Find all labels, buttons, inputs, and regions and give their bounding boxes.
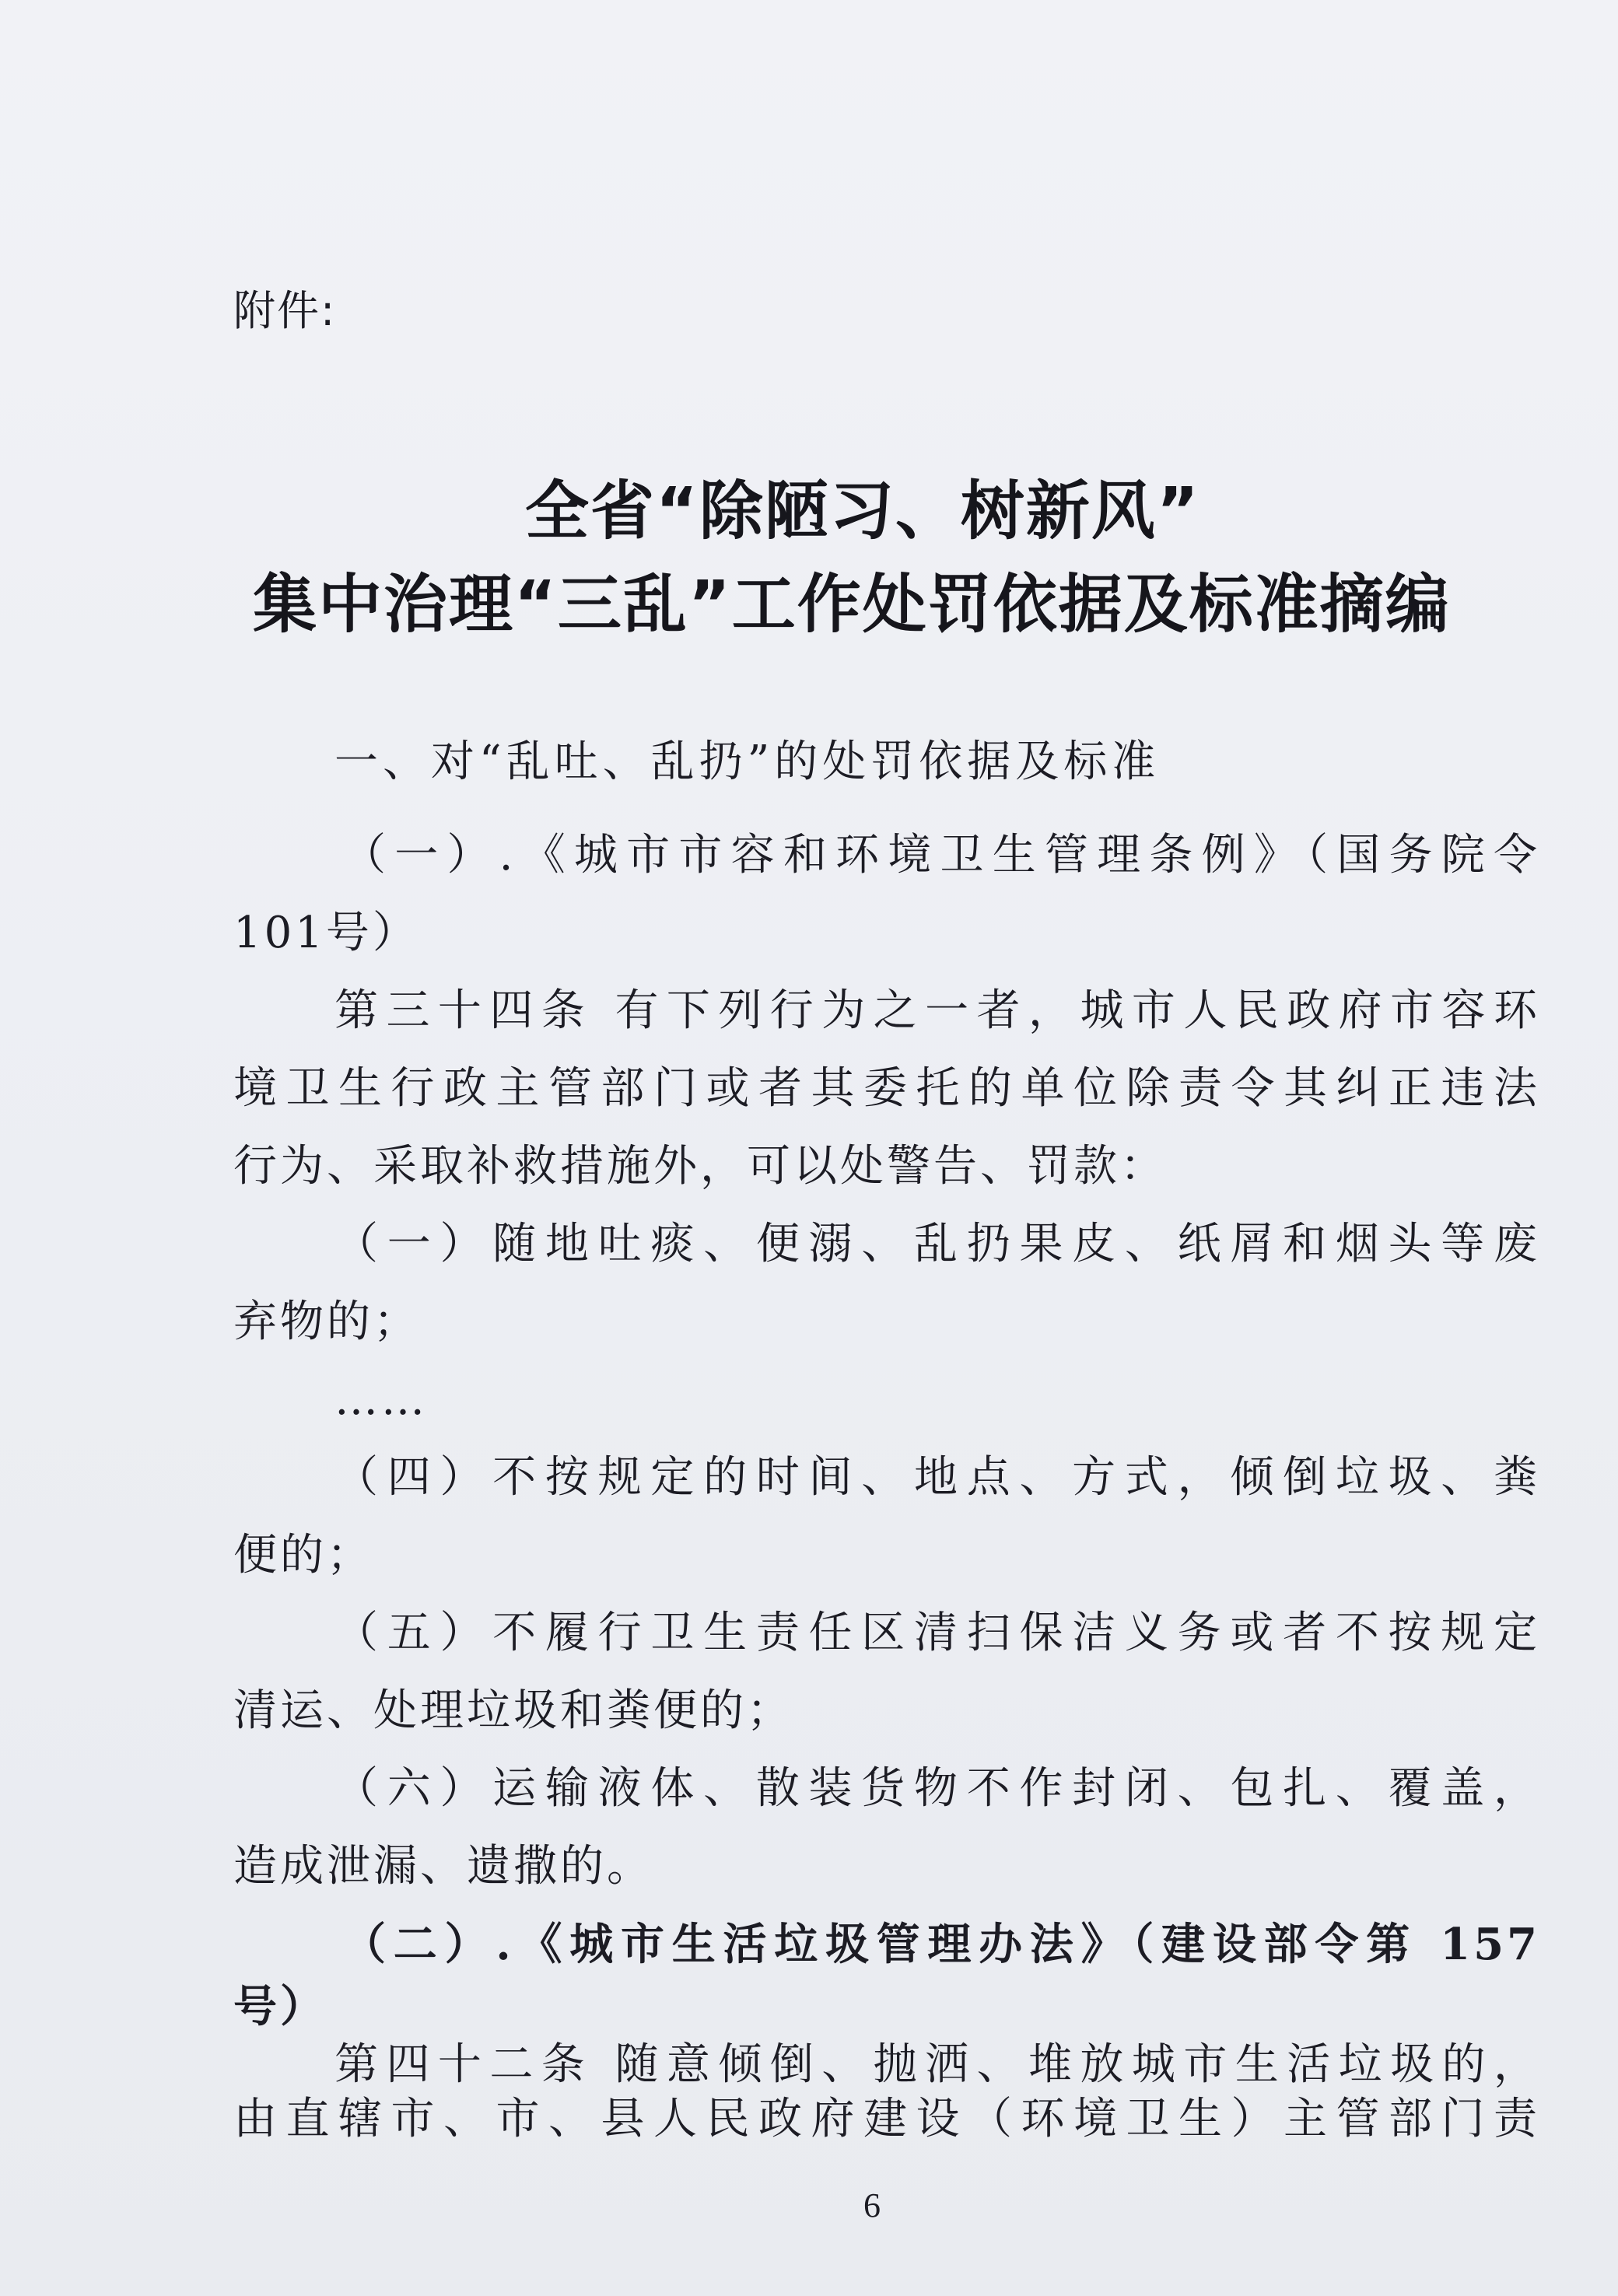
body-line: （一）.《城市市容和环境卫生管理条例》（国务院令 <box>342 830 1540 880</box>
body-line: 境卫生行政主管部门或者其委托的单位除责令其纠正违法 <box>233 1063 1540 1114</box>
body-line: （四）不按规定的时间、地点、方式，倾倒垃圾、粪 <box>334 1452 1540 1503</box>
document-title-line-1: 全省“除陋习、树新风” <box>525 474 1200 548</box>
body-line: 号） <box>233 1981 327 2032</box>
body-line: （六）运输液体、散装货物不作封闭、包扎、覆盖， <box>334 1763 1540 1814</box>
body-line: 造成泄漏、遗撒的。 <box>233 1841 653 1892</box>
document-title-line-2: 集中治理“三乱”工作处罚依据及标准摘编 <box>253 568 1451 642</box>
body-line: （二）.《城市生活垃圾管理办法》（建设部令第 157 <box>342 1919 1540 1970</box>
body-line: 清运、处理垃圾和粪便的； <box>233 1685 793 1736</box>
body-line: 弃物的； <box>233 1297 420 1347</box>
body-line: （五）不履行卫生责任区清扫保洁义务或者不按规定 <box>334 1608 1540 1658</box>
body-line: （一）随地吐痰、便溺、乱扔果皮、纸屑和烟头等废 <box>334 1219 1540 1269</box>
body-line: …… <box>334 1374 428 1425</box>
body-line: 第三十四条 有下列行为之一者，城市人民政府市容环 <box>334 985 1540 1036</box>
attachment-label: 附件: <box>233 286 337 335</box>
body-line: 便的； <box>233 1530 373 1580</box>
body-line: 101号） <box>233 908 419 958</box>
body-line: 行为、采取补救措施外，可以处警告、罚款： <box>233 1141 1167 1192</box>
body-line: 第四十二条 随意倾倒、抛洒、堆放城市生活垃圾的， <box>334 2039 1540 2090</box>
body-line: 由直辖市、市、县人民政府建设（环境卫生）主管部门责 <box>233 2094 1540 2144</box>
page-number: 6 <box>863 2186 881 2224</box>
section-heading: 一、对“乱吐、乱扔”的处罚依据及标准 <box>334 737 1161 787</box>
